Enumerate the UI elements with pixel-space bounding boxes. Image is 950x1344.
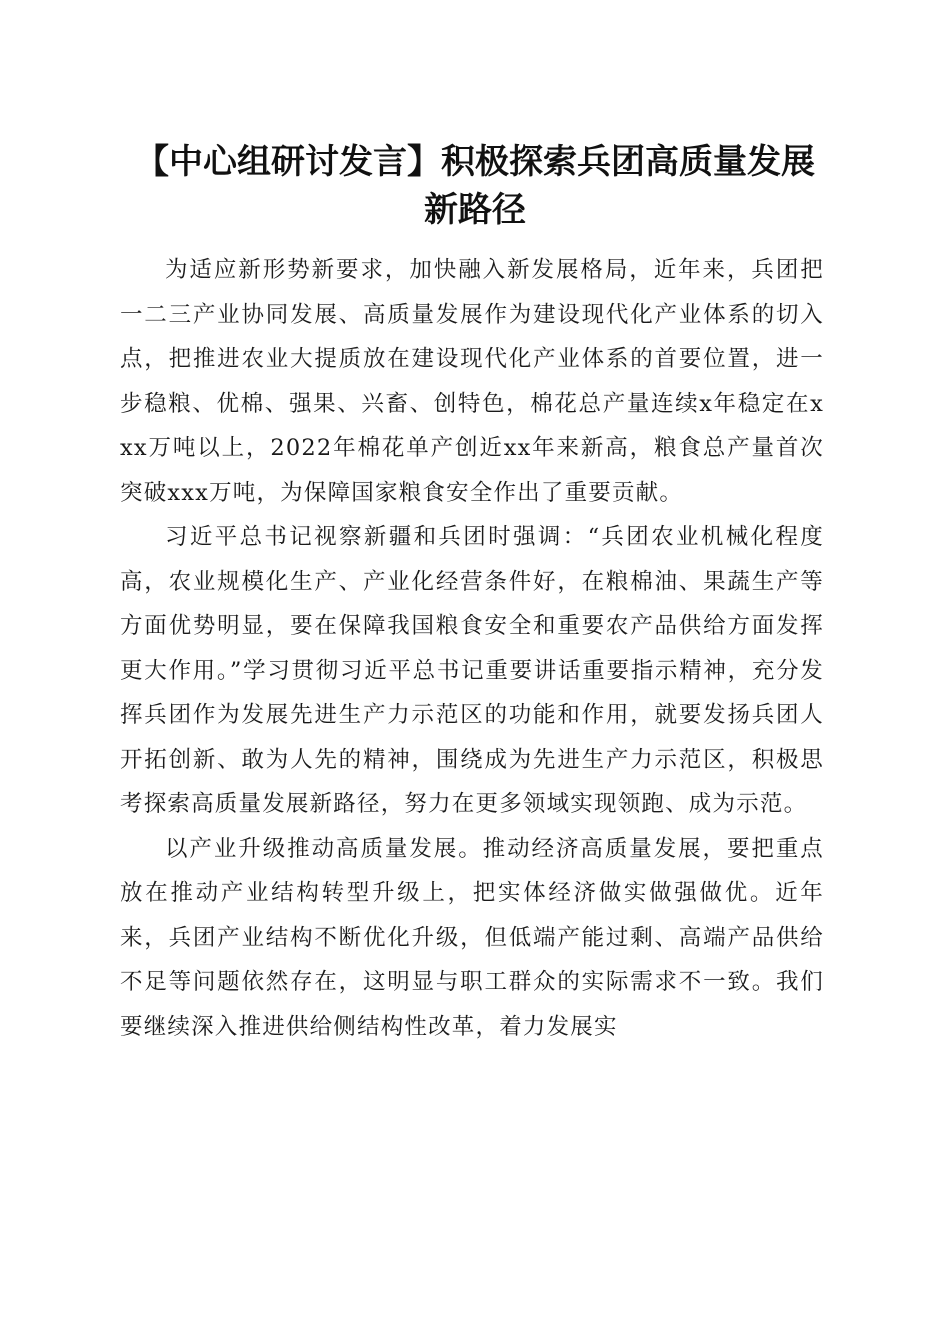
document-body: [120, 248, 824, 1049]
title-line-2: 新路径: [424, 190, 526, 230]
document-title: [110, 138, 840, 234]
paragraph-2: 习近平总书记视察新疆和兵团时强调：“兵团农业机械化程度高，农业规模化生产、产业化经营条件好，在粮棉油、果蔬生产等方面优势明显，要在保障我国粮食安全和重要农产品供给方面发挥更大作用。”学习贯彻习近平总书记重要讲话重要指示精神，充分发挥兵团作为发展先进生产力示范区的功能和作用，就要发扬兵团人开拓创新、敢为人先的精神，围绕成为先进生产力示范区，积极思考探索高质量发展新路径，努力在更多领域实现领跑、成为示范。: [120, 524, 824, 817]
paragraph-1: 为适应新形势新要求，加快融入新发展格局，近年来，兵团把一二三产业协同发展、高质量发展作为建设现代化产业体系的切入点，把推进农业大提质放在建设现代化产业体系的首要位置，进一步稳粮、优棉、强果、兴畜、创特色，棉花总产量连续x年稳定在xxx万吨以上，2022年棉花单产创近xx年来新高，粮食总产量首次突破xxx万吨，为保障国家粮食安全作出了重要贡献。: [120, 257, 824, 506]
paragraph-3: 以产业升级推动高质量发展。推动经济高质量发展，要把重点放在推动产业结构转型升级上，把实体经济做实做强做优。近年来，兵团产业结构不断优化升级，但低端产能过剩、高端产品供给不足等问题依然存在，这明显与职工群众的实际需求不一致。我们要继续深入推进供给侧结构性改革，着力发展实: [120, 835, 824, 1040]
title-line-1: 【中心组研讨发言】积极探索兵团高质量发展: [135, 142, 815, 182]
